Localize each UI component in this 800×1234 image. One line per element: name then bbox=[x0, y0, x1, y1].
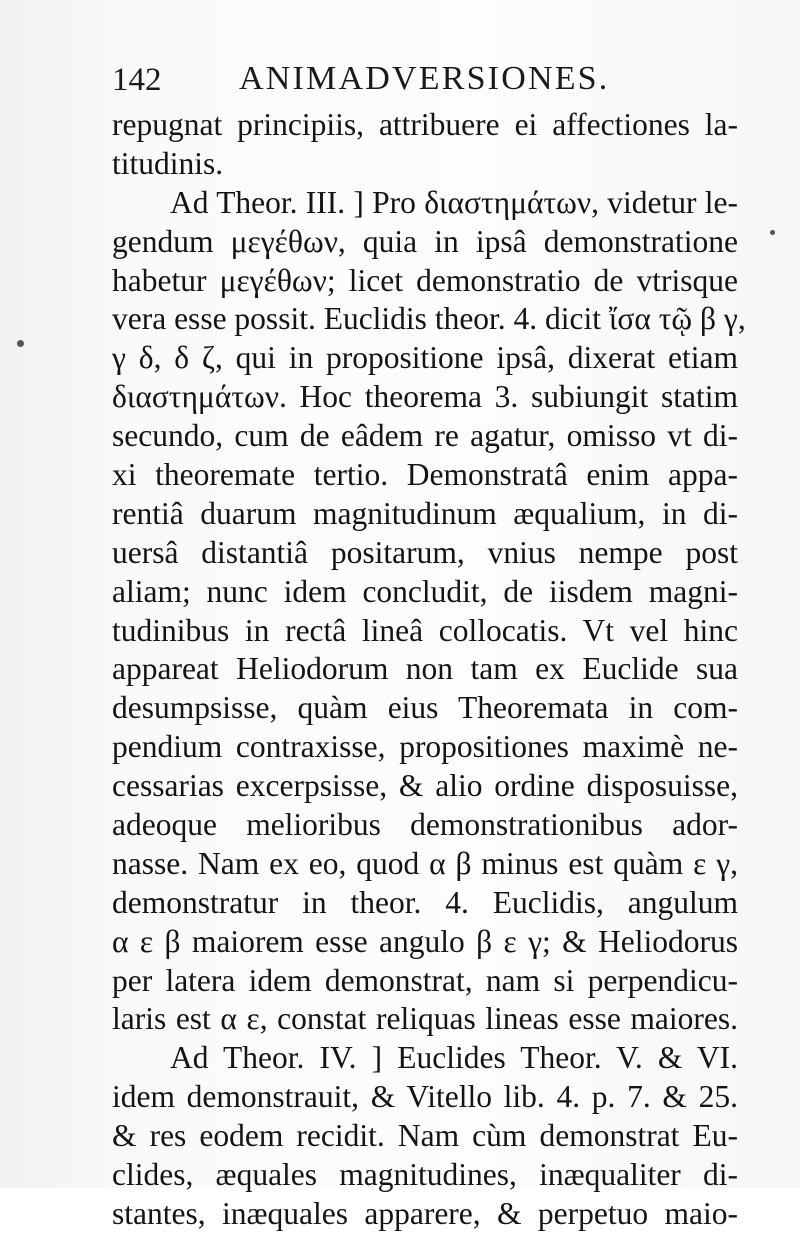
text-line: xi theoremate tertio. Demonstratâ enim appa- bbox=[112, 457, 738, 493]
text-line: secundo, cum de eâdem re agatur, omisso vt di- bbox=[112, 418, 738, 454]
text-line: cessarias excerpsisse, & alio ordine disposuisse, bbox=[112, 768, 738, 804]
running-head: ANIMADVERSIONES. bbox=[239, 60, 610, 97]
text-line: repugnat principiis, attribuere ei affectiones la- bbox=[112, 107, 738, 142]
text-line: clides, æquales magnitudines, inæqualiter di- bbox=[112, 1157, 738, 1193]
text-line: appareat Heliodorum non tam ex Euclide sua bbox=[112, 651, 738, 687]
text-line: uersâ distantiâ positarum, vnius nempe post bbox=[112, 534, 738, 570]
text-line: pendium contraxisse, propositiones maximè ne- bbox=[112, 729, 738, 765]
text-line: γ δ, δ ζ, qui in propositione ipsâ, dixerat etiam bbox=[112, 340, 738, 376]
section-heading-line: Ad Theor. IV. ] Euclides Theor. V. & VI. bbox=[170, 1040, 738, 1076]
ink-speck bbox=[770, 230, 775, 235]
text-line: laris est α ε, constat reliquas lineas esse maiores. bbox=[112, 1001, 738, 1037]
body-text bbox=[112, 106, 746, 1234]
text-line: rentiâ duarum magnitudinum æqualium, in di- bbox=[112, 495, 738, 531]
text-line: α ε β maiorem esse angulo β ε γ; & Heliodorus bbox=[112, 923, 738, 959]
page-number: 142 bbox=[112, 62, 162, 98]
text-line: adeoque melioribus demonstrationibus ador- bbox=[112, 807, 738, 843]
ink-speck bbox=[17, 340, 24, 347]
page-header bbox=[112, 58, 672, 102]
text-line: habetur μεγέθων; licet demonstratio de vtrisque bbox=[112, 262, 738, 298]
text-line: stantes, inæquales apparere, & perpetuo maio- bbox=[112, 1195, 738, 1231]
text-line: titudinis. bbox=[112, 145, 224, 181]
section-heading-line: Ad Theor. III. ] Pro διαστημάτων, videtur le- bbox=[170, 184, 738, 220]
text-line: vera esse possit. Euclidis theor. 4. dicit ἴσα τῷ β γ, bbox=[112, 301, 746, 337]
text-line: gendum μεγέθων, quia in ipsâ demonstratione bbox=[112, 223, 738, 259]
text-line: demonstratur in theor. 4. Euclidis, angulum bbox=[112, 884, 738, 920]
text-line: tudinibus in rectâ lineâ collocatis. Vt vel hinc bbox=[112, 612, 738, 648]
text-line: nasse. Nam ex eo, quod α β minus est quàm ε γ, bbox=[112, 845, 738, 881]
text-line: per latera idem demonstrat, nam si perpendicu- bbox=[112, 962, 738, 998]
text-line: & res eodem recidit. Nam cùm demonstrat Eu- bbox=[112, 1118, 738, 1154]
text-line: διαστημάτων. Hoc theorema 3. subiungit statim bbox=[112, 379, 738, 415]
text-line: aliam; nunc idem concludit, de iisdem magni- bbox=[112, 573, 738, 609]
text-line: desumpsisse, quàm eius Theoremata in com- bbox=[112, 690, 738, 726]
text-line: idem demonstrauit, & Vitello lib. 4. p. 7. & 25. bbox=[112, 1079, 738, 1115]
